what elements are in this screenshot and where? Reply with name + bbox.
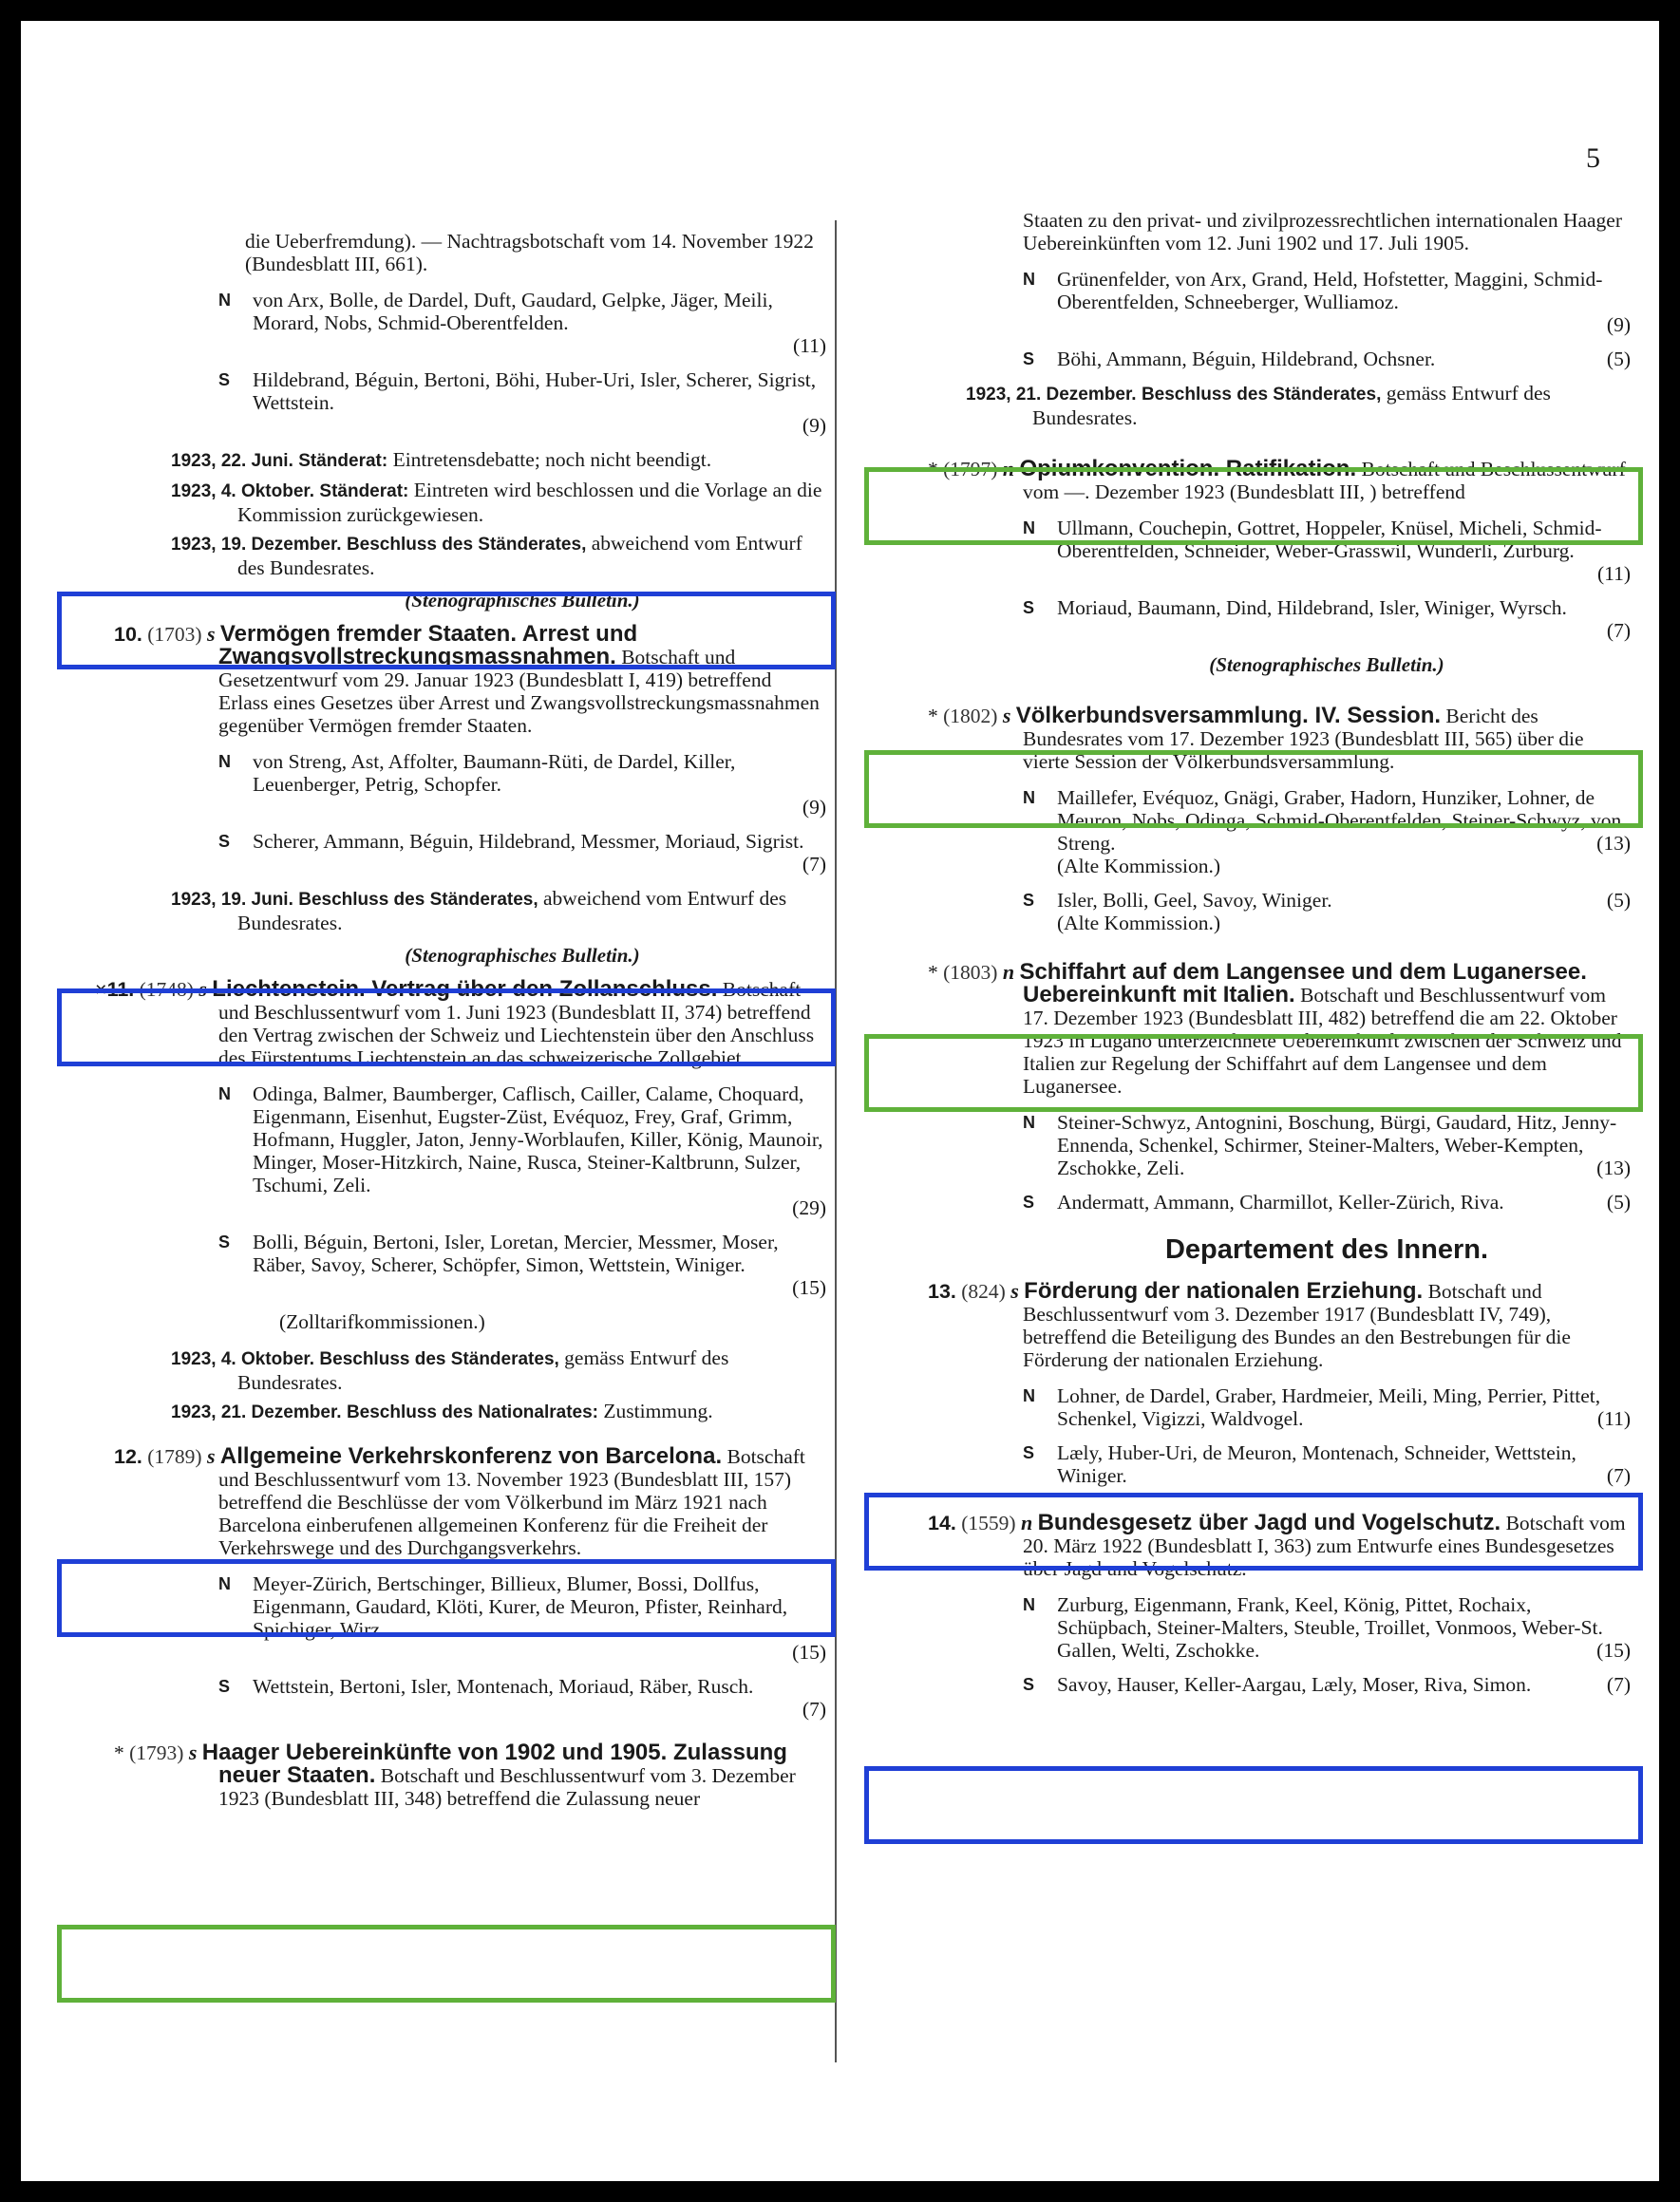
event-entry: 1923, 21. Dezember. Beschluss des Ständerates, gemäss Entwurf des Bundesrates. bbox=[966, 382, 1551, 429]
agenda-item-13 bbox=[928, 1278, 1631, 1371]
item-title: Opiumkonvention. Ratifikation. bbox=[1019, 456, 1357, 481]
vote-n: N Lohner, de Dardel, Graber, Hardmeier, Meili, Ming, Perrier, Pittet, Schenkel, Vigizzi, Waldvogel. (11) bbox=[1023, 1384, 1631, 1430]
item-title: Vermögen fremder Staaten. Arrest und Zwangsvollstreckungsmassnahmen. bbox=[218, 621, 638, 669]
item-ref: (1748) bbox=[139, 978, 194, 1001]
item-number: * bbox=[928, 961, 938, 984]
item-category: s bbox=[1010, 1279, 1019, 1303]
event-entry: 1923, 19. Juni. Beschluss des Ständerates, abweichend vom Entwurf des Bundesrates. bbox=[171, 887, 787, 934]
item-ref: (824) bbox=[961, 1280, 1006, 1303]
vote-count: (11) bbox=[792, 334, 826, 357]
item-text: Botschaft und Beschlussentwurf vom 17. Dezember 1923 (Bundesblatt III, 482) betreffend die am 22. Oktober 1923 in Lugano unterzeichnete Uebereinkunft zwischen der Schweiz und Italien zur Regelung der Schiffahrt auf dem Langensee und dem Luganersee. bbox=[1023, 984, 1622, 1098]
vote-n: N Ullmann, Couchepin, Gottret, Hoppeler, Knüsel, Micheli, Schmid-Oberentfelden, Schneider, Weber-Grasswil, Wunderli, Zurburg. (11) bbox=[1023, 517, 1631, 585]
item-number: 14. bbox=[928, 1512, 956, 1534]
commission-note: (Zolltarifkommissionen.) bbox=[279, 1310, 485, 1333]
agenda-item-1803 bbox=[928, 959, 1631, 1098]
item-ref: (1789) bbox=[147, 1445, 202, 1468]
item-number: 10. bbox=[114, 623, 142, 646]
item-number: 11. bbox=[106, 978, 135, 1001]
event-entry: 1923, 4. Oktober. Ständerat: Eintreten wird beschlossen und die Vorlage an die Kommission zurückgewiesen. bbox=[171, 479, 822, 526]
vote-s: S Scherer, Ammann, Béguin, Hildebrand, Messmer, Moriaud, Sigrist. (7) bbox=[218, 830, 826, 875]
highlight-box-item-14 bbox=[864, 1766, 1643, 1844]
item-title: Schiffahrt auf dem Langensee und dem Luganersee. Uebereinkunft mit Italien. bbox=[1019, 959, 1587, 1007]
item-text: Botschaft und Beschlussentwurf vom 13. November 1923 (Bundesblatt III, 157) betreffend die Beschlüsse der vom Völkerbund im März 1921 nach Barcelona einberufenen allgemeinen Konferenz für die Freiheit der Verkehrswege und des Durchgangsverkehrs. bbox=[218, 1445, 805, 1559]
vote-n: N Steiner-Schwyz, Antognini, Boschung, Bürgi, Gaudard, Hitz, Jenny-Ennenda, Schenkel, Schirmer, Steiner-Malters, Weber-Kempten, Zschokke, Zeli. (13) bbox=[1023, 1111, 1631, 1179]
vote-s: S Læly, Huber-Uri, de Meuron, Montenach, Schneider, Wettstein, Winiger. (7) bbox=[1023, 1441, 1631, 1487]
item-text: Botschaft und Beschlussentwurf vom 1. Juni 1923 (Bundesblatt II, 374) betreffend den Vertrag zwischen der Schweiz und Liechtenstein über den Anschluss des Fürstentums Liechtenstein an das schweizerische Zollgebiet. bbox=[218, 978, 815, 1069]
item-ref: (1802) bbox=[943, 705, 998, 727]
item-text: Botschaft und Beschlussentwurf vom —. Dezember 1923 (Bundesblatt III, ) betreffend bbox=[1023, 458, 1626, 503]
page-number: 5 bbox=[1586, 142, 1600, 174]
item-text: Botschaft vom 20. März 1922 (Bundesblatt I, 363) zum Entwurfe eines Bundesgesetzes über Jagd und Vogelschutz. bbox=[1023, 1512, 1626, 1580]
agenda-item-12 bbox=[114, 1443, 826, 1559]
item-title: Haager Uebereinkünfte von 1902 und 1905. Zulassung neuer Staaten. bbox=[201, 1740, 787, 1788]
agenda-item-1793 bbox=[114, 1740, 826, 1810]
event-entry: 1923, 4. Oktober. Beschluss des Ständerates, gemäss Entwurf des Bundesrates. bbox=[171, 1346, 729, 1394]
item-title: Völkerbundsversammlung. IV. Session. bbox=[1015, 703, 1442, 728]
cross-mark-icon: × bbox=[95, 978, 107, 1001]
item-number: * bbox=[928, 705, 938, 727]
item-title: Förderung der nationalen Erziehung. bbox=[1024, 1278, 1424, 1304]
right-column bbox=[928, 209, 1631, 1707]
stenographic-note: (Stenographisches Bulletin.) bbox=[1209, 653, 1444, 676]
item-category: n bbox=[1002, 960, 1015, 984]
item-ref: (1793) bbox=[129, 1741, 184, 1764]
item-title: Allgemeine Verkehrskonferenz von Barcelona. bbox=[219, 1443, 723, 1469]
left-column bbox=[95, 230, 826, 1823]
item-ref: (1703) bbox=[147, 623, 202, 646]
item-category: n bbox=[1002, 457, 1015, 480]
vote-s: S Savoy, Hauser, Keller-Aargau, Læly, Moser, Riva, Simon. (7) bbox=[1023, 1673, 1631, 1696]
intro-text: die Ueberfremdung). — Nachtragsbotschaft vom 14. November 1922 (Bundesblatt III, 661). bbox=[245, 230, 814, 275]
section-heading: Departement des Innern. bbox=[1164, 1234, 1489, 1265]
vote-count: (9) bbox=[802, 414, 826, 437]
item-text: Botschaft und Beschlussentwurf vom 3. Dezember 1917 (Bundesblatt IV, 749), betreffend die Beteiligung des Bundes an den Bestrebungen für die Förderung der nationalen Erziehung. bbox=[1023, 1280, 1571, 1371]
item-category: s bbox=[188, 1741, 198, 1764]
item-category: s bbox=[206, 1444, 216, 1468]
item-text: Botschaft und Beschlussentwurf vom 3. Dezember 1923 (Bundesblatt III, 348) betreffend die Zulassung neuer bbox=[218, 1764, 796, 1810]
highlight-box-item-1793 bbox=[57, 1925, 836, 2003]
item-category: s bbox=[206, 622, 216, 646]
stenographic-note: (Stenographisches Bulletin.) bbox=[405, 589, 640, 612]
agenda-item-1797 bbox=[928, 456, 1631, 503]
vote-n: N Zurburg, Eigenmann, Frank, Keel, König, Pittet, Rochaix, Schüpbach, Steiner-Malters, Steuble, Troillet, Vonmoos, Weber-St. Gallen, Welti, Zschokke. (15) bbox=[1023, 1593, 1631, 1662]
vote-n: N Maillefer, Evéquoz, Gnägi, Graber, Hadorn, Hunziker, Lohner, de Meuron, Nobs, Odinga, Schmid-Oberentfelden, Steiner-Schwyz, von Streng. (13) (Alte Kommission.) bbox=[1023, 786, 1631, 877]
agenda-item-1802 bbox=[928, 703, 1631, 773]
event-entry: 1923, 19. Dezember. Beschluss des Ständerates, abweichend vom Entwurf des Bundesrates. bbox=[171, 532, 802, 579]
item-ref: (1803) bbox=[943, 961, 998, 984]
item-ref: (1797) bbox=[943, 458, 998, 480]
item-ref: (1559) bbox=[961, 1512, 1016, 1534]
item-number: * bbox=[928, 458, 938, 480]
vote-s: S Moriaud, Baumann, Dind, Hildebrand, Isler, Winiger, Wyrsch. (7) bbox=[1023, 596, 1631, 642]
vote-n: N Grünenfelder, von Arx, Grand, Held, Hofstetter, Maggini, Schmid-Oberentfelden, Schneeberger, Wulliamoz. (9) bbox=[1023, 268, 1631, 336]
item-number: * bbox=[114, 1741, 124, 1764]
vote-s: S Wettstein, Bertoni, Isler, Montenach, Moriaud, Räber, Rusch. (7) bbox=[218, 1675, 826, 1721]
vote-n: N von Arx, Bolle, de Dardel, Duft, Gaudard, Gelpke, Jäger, Meili, Morard, Nobs, Schmid-Oberentfelden. (11) bbox=[218, 289, 826, 357]
event-entry: 1923, 22. Juni. Ständerat: Eintretensdebatte; noch nicht beendigt. bbox=[171, 448, 712, 471]
vote-s: S Böhi, Ammann, Béguin, Hildebrand, Ochsner. (5) bbox=[1023, 348, 1631, 370]
agenda-item-14 bbox=[928, 1510, 1631, 1580]
item-category: s bbox=[198, 977, 207, 1001]
item-category: n bbox=[1020, 1511, 1033, 1534]
vote-s: S Hildebrand, Béguin, Bertoni, Böhi, Huber-Uri, Isler, Scherer, Sigrist, Wettstein. (9) bbox=[218, 368, 826, 437]
item-title: Liechtenstein. Vertrag über den Zollanschluss. bbox=[212, 976, 718, 1002]
item-text: Bericht des Bundesrates vom 17. Dezember 1923 (Bundesblatt III, 565) über die vierte Session der Völkerbundsversammlung. bbox=[1023, 705, 1584, 773]
column-divider bbox=[835, 220, 837, 2062]
vote-names: von Arx, Bolle, de Dardel, Duft, Gaudard, Gelpke, Jäger, Meili, Morard, Nobs, Schmid-Oberentfelden. bbox=[253, 289, 773, 334]
vote-s: S Andermatt, Ammann, Charmillot, Keller-Zürich, Riva. (5) bbox=[1023, 1191, 1631, 1214]
vote-n: N Odinga, Balmer, Baumberger, Caflisch, Cailler, Calame, Choquard, Eigenmann, Eisenhut, Eugster-Züst, Evéquoz, Frey, Graf, Grimm, Hofmann, Huggler, Jaton, Jenny-Worblaufen, Killer, König, Maunoir, Minger, Moser-Hitzkirch, Naine, Rusca, Steiner-Kaltbrunn, Sulzer, Tschumi, Zeli. (29) bbox=[218, 1082, 826, 1219]
item-number: 12. bbox=[114, 1445, 142, 1468]
vote-n: N Meyer-Zürich, Bertschinger, Billieux, Blumer, Bossi, Dollfus, Eigenmann, Gaudard, Klöti, Kurer, de Meuron, Pfister, Reinhard, Spichiger, Wirz. (15) bbox=[218, 1572, 826, 1664]
agenda-item-10 bbox=[114, 621, 826, 737]
vote-n: N von Streng, Ast, Affolter, Baumann-Rüti, de Dardel, Killer, Leuenberger, Petrig, Schopfer. (9) bbox=[218, 750, 826, 819]
event-entry: 1923, 21. Dezember. Beschluss des Nationalrates: Zustimmung. bbox=[171, 1400, 713, 1422]
document-page bbox=[21, 21, 1659, 2181]
stenographic-note: (Stenographisches Bulletin.) bbox=[405, 944, 640, 967]
item-text: Botschaft und Gesetzentwurf vom 29. Januar 1923 (Bundesblatt I, 419) betreffend Erlass eines Gesetzes über Arrest und Zwangsvollstreckungsmassnahmen gegenüber Vermögen fremder Staaten. bbox=[218, 646, 820, 737]
vote-s: S Bolli, Béguin, Bertoni, Isler, Loretan, Mercier, Messmer, Moser, Räber, Savoy, Scherer, Schöpfer, Simon, Wettstein, Winiger. (15) bbox=[218, 1231, 826, 1299]
vote-names: Hildebrand, Béguin, Bertoni, Böhi, Huber-Uri, Isler, Scherer, Sigrist, Wettstein. bbox=[253, 368, 817, 414]
agenda-item-11 bbox=[95, 976, 826, 1069]
continued-text: Staaten zu den privat- und zivilprozessrechtlichen internationalen Haager Uebereinkünften vom 12. Juni 1902 und 17. Juli 1905. bbox=[1023, 209, 1623, 254]
item-category: s bbox=[1002, 704, 1011, 727]
item-number: 13. bbox=[928, 1280, 956, 1303]
vote-s: S Isler, Bolli, Geel, Savoy, Winiger. (5) (Alte Kommission.) bbox=[1023, 889, 1631, 934]
item-title: Bundesgesetz über Jagd und Vogelschutz. bbox=[1037, 1510, 1501, 1535]
